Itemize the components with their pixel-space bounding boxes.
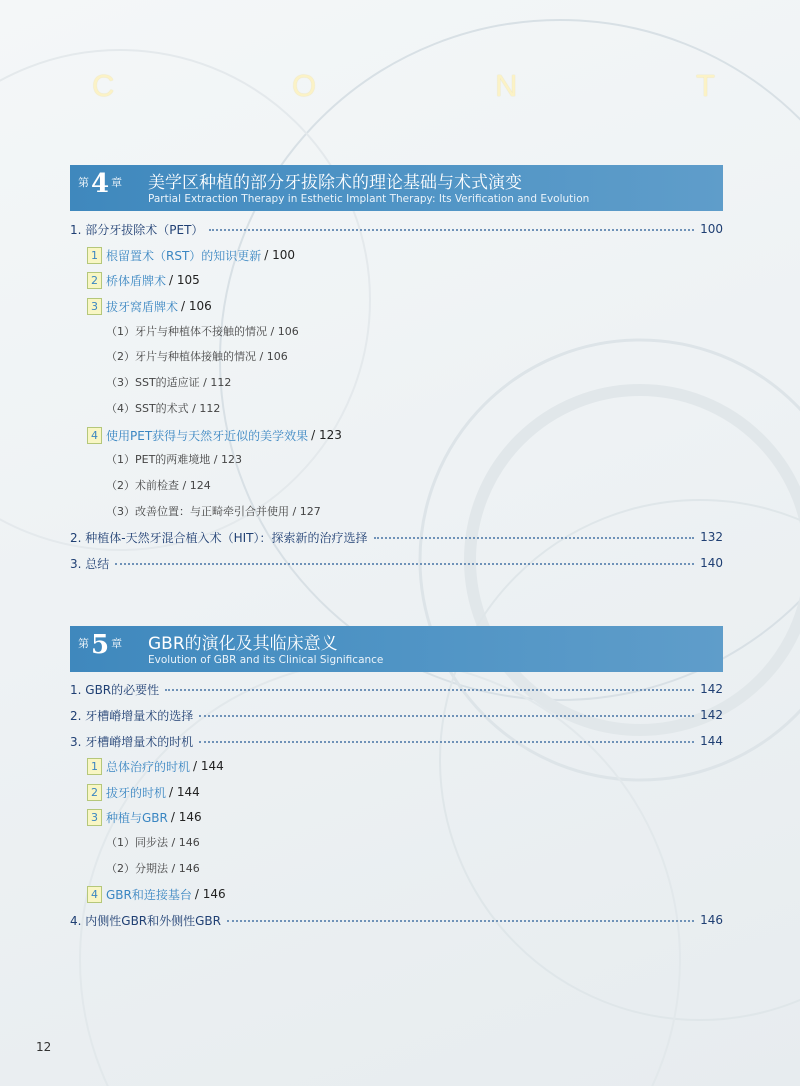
entry-page: 140 xyxy=(700,556,723,570)
contents-heading xyxy=(70,68,730,108)
entry-title: 4. 内侧性GBR和外侧性GBR xyxy=(70,913,222,928)
subsection-title: 使用PET获得与天然牙近似的美学效果 xyxy=(106,428,309,443)
toc-item[interactable]: （1）同步法 / 146 xyxy=(106,836,200,849)
entry-title: 1. 部分牙拔除术（PET） xyxy=(70,222,204,237)
subsection-number-badge: 3 xyxy=(87,298,102,315)
entry-page: 144 xyxy=(700,734,723,748)
entry-page: 132 xyxy=(700,530,723,544)
subsection-number-badge: 4 xyxy=(87,427,102,444)
subsection-page: / 146 xyxy=(194,887,226,901)
dot-leader xyxy=(227,920,694,922)
chapter-title-cn: GBR的演化及其临床意义 xyxy=(148,634,338,654)
toc-entry[interactable] xyxy=(70,679,723,699)
contents-letter: N xyxy=(495,68,518,103)
subsection-page: / 146 xyxy=(170,810,202,824)
dot-leader xyxy=(199,715,694,717)
subsection-page: / 100 xyxy=(264,248,296,262)
subsection-title: 桥体盾牌术 xyxy=(106,273,167,288)
contents-letter: O xyxy=(292,68,317,103)
toc-subsection[interactable] xyxy=(87,296,212,316)
toc-subsection[interactable] xyxy=(87,245,295,265)
toc-item[interactable]: （1）PET的两难境地 / 123 xyxy=(106,453,242,466)
subsection-title: 拔牙窝盾牌术 xyxy=(106,299,179,314)
dot-leader xyxy=(199,741,694,743)
toc-entry[interactable] xyxy=(70,731,723,751)
subsection-number-badge: 1 xyxy=(87,247,102,264)
toc-item[interactable]: （4）SST的术式 / 112 xyxy=(106,402,221,415)
entry-title: 2. 牙槽嵴增量术的选择 xyxy=(70,708,194,723)
toc-subsection[interactable] xyxy=(87,425,342,445)
contents-letter: C xyxy=(92,68,115,103)
page-number: 12 xyxy=(36,1040,52,1054)
chapter-4-banner xyxy=(70,165,723,211)
toc-item[interactable]: （1）牙片与种植体不接触的情况 / 106 xyxy=(106,325,299,338)
subsection-number-badge: 4 xyxy=(87,886,102,903)
toc-entry[interactable] xyxy=(70,553,723,573)
subsection-page: / 105 xyxy=(169,273,200,287)
chapter-title-en: Evolution of GBR and its Clinical Significance xyxy=(148,654,384,666)
entry-page: 142 xyxy=(700,708,723,722)
toc-subsection[interactable] xyxy=(87,270,200,290)
entry-page: 142 xyxy=(700,682,723,696)
subsection-page: / 144 xyxy=(193,759,224,773)
dot-leader xyxy=(374,537,695,539)
chapter-5-banner xyxy=(70,626,723,672)
toc-subsection[interactable] xyxy=(87,756,224,776)
subsection-number-badge: 2 xyxy=(87,272,102,289)
toc-item[interactable]: （2）分期法 / 146 xyxy=(106,862,200,875)
subsection-title: GBR和连接基台 xyxy=(106,887,192,902)
toc-entry[interactable] xyxy=(70,705,723,725)
subsection-page: / 123 xyxy=(311,428,342,442)
subsection-page: / 144 xyxy=(169,785,200,799)
toc-item[interactable]: （3）SST的适应证 / 112 xyxy=(106,376,232,389)
subsection-number-badge: 3 xyxy=(87,809,102,826)
chapter-title-cn: 美学区种植的部分牙拔除术的理论基础与术式演变 xyxy=(148,173,522,193)
chapter-number: $^第$5 $^章$ xyxy=(78,630,123,660)
dot-leader xyxy=(165,689,694,691)
chapter-title-en: Partial Extraction Therapy in Esthetic Implant Therapy: Its Verification and Evolution xyxy=(148,193,590,205)
toc-entry[interactable] xyxy=(70,527,723,547)
entry-title: 1. GBR的必要性 xyxy=(70,682,160,697)
subsection-page: / 106 xyxy=(181,299,212,313)
toc-item[interactable]: （3）改善位置：与正畸牵引合并使用 / 127 xyxy=(106,505,321,518)
entry-page: 146 xyxy=(700,913,723,927)
entry-page: 100 xyxy=(700,222,723,236)
entry-title: 3. 总结 xyxy=(70,556,110,571)
contents-letter: T xyxy=(696,68,715,103)
toc-subsection[interactable] xyxy=(87,884,226,904)
dot-leader xyxy=(115,563,694,565)
subsection-title: 总体治疗的时机 xyxy=(106,759,191,774)
chapter-number: $^第$4 $^章$ xyxy=(78,169,123,199)
dot-leader xyxy=(209,229,694,231)
subsection-number-badge: 2 xyxy=(87,784,102,801)
subsection-title: 根留置术（RST）的知识更新 xyxy=(106,248,262,263)
subsection-number-badge: 1 xyxy=(87,758,102,775)
toc-item[interactable]: （2）牙片与种植体接触的情况 / 106 xyxy=(106,350,288,363)
toc-subsection[interactable] xyxy=(87,807,202,827)
subsection-title: 种植与GBR xyxy=(106,810,168,825)
toc-entry[interactable] xyxy=(70,910,723,930)
toc-subsection[interactable] xyxy=(87,782,200,802)
entry-title: 3. 牙槽嵴增量术的时机 xyxy=(70,734,194,749)
entry-title: 2. 种植体-天然牙混合植入术（HIT）：探索新的治疗选择 xyxy=(70,530,368,545)
toc-item[interactable]: （2）术前检查 / 124 xyxy=(106,479,211,492)
toc-entry[interactable] xyxy=(70,219,723,239)
subsection-title: 拔牙的时机 xyxy=(106,785,167,800)
